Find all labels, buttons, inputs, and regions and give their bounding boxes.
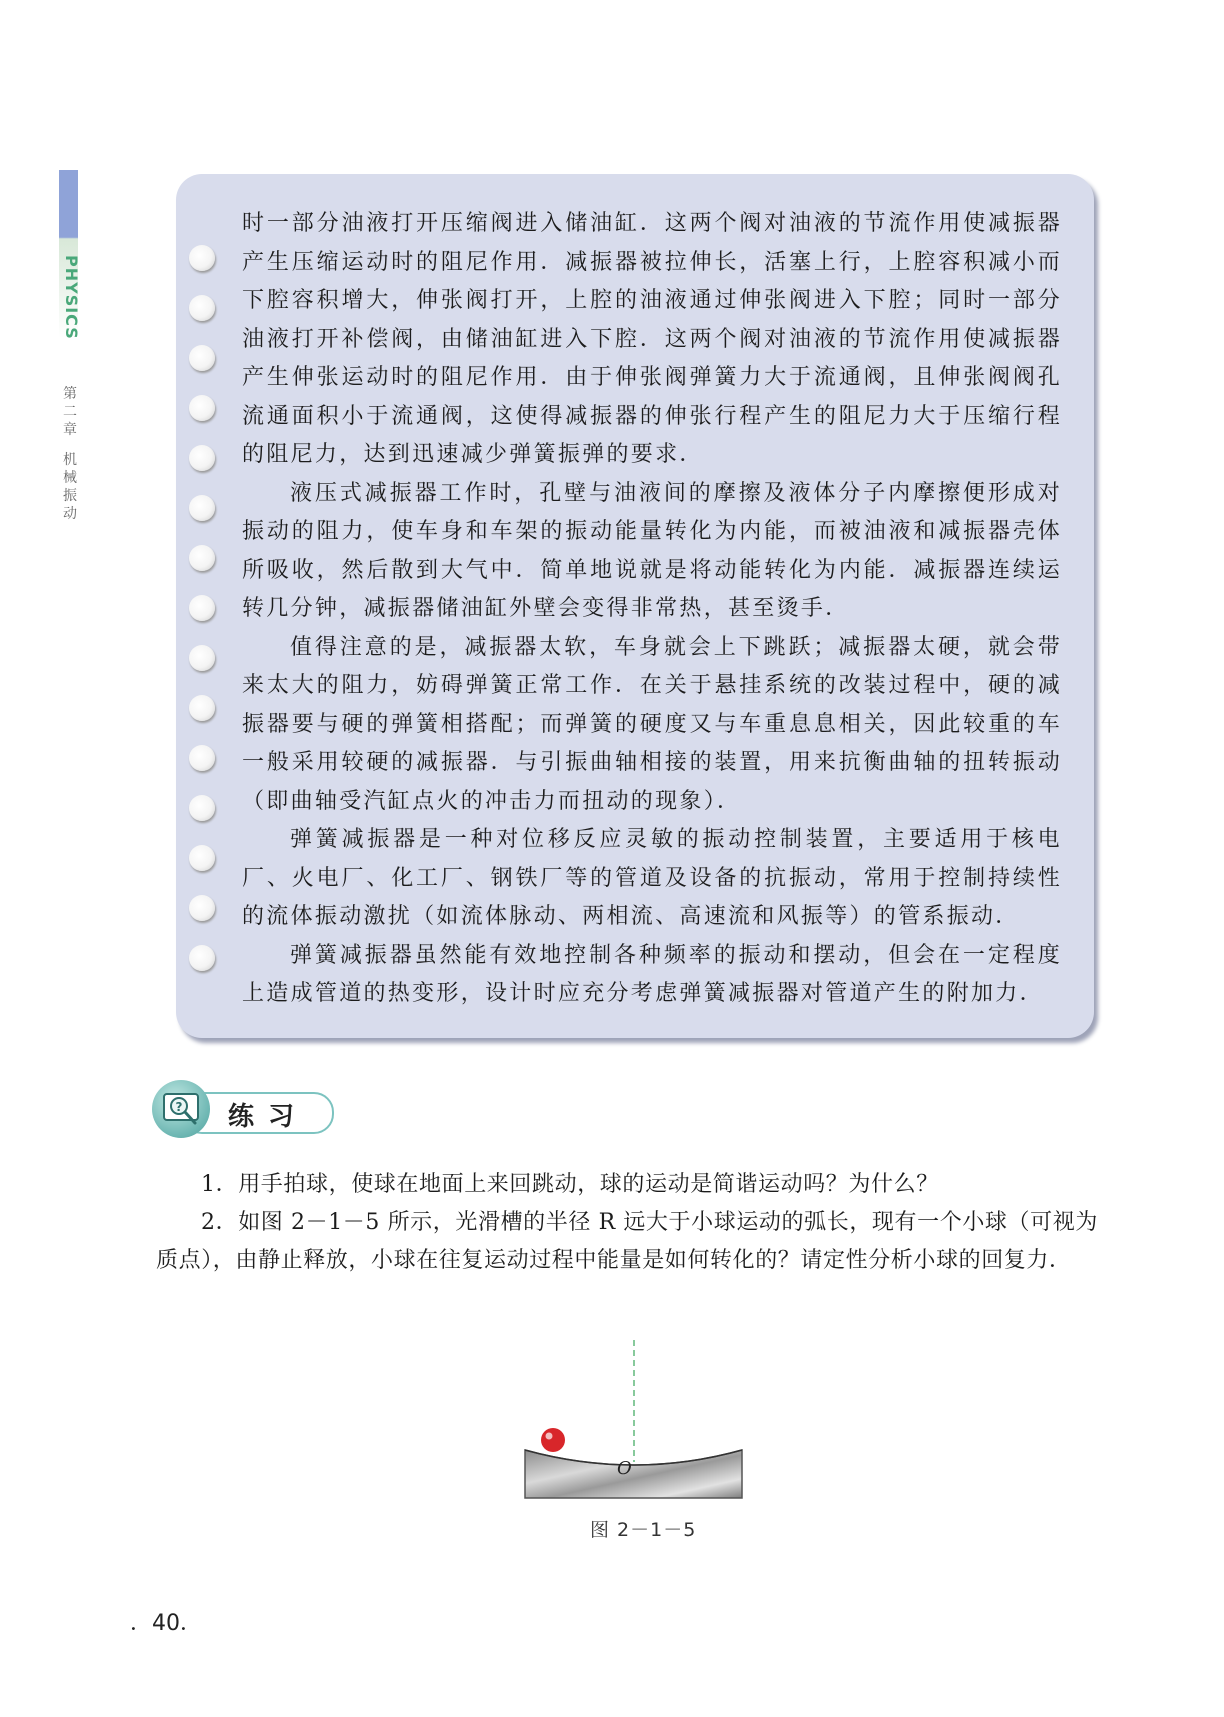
svg-text:?: ? <box>175 1100 183 1114</box>
binder-ring <box>189 345 215 371</box>
chapter-char: 机 <box>63 452 77 468</box>
binder-ring <box>189 545 215 571</box>
binder-ring <box>189 295 215 321</box>
card-paragraph: 液压式减振器工作时，孔壁与油液间的摩擦及液体分子内摩擦便形成对振动的阻力，使车身和车架的振动能量转化为内能，而被油液和减振器壳体所吸收，然后散到大气中．简单地说就是将动能转化为内能．减振器连续运转几分钟，减振器储油缸外壁会变得非常热，甚至烫手． <box>242 480 1062 621</box>
binder-ring <box>189 745 215 771</box>
figure-caption: 图 2－1－5 <box>590 1519 697 1541</box>
side-brand: PHYSICS <box>62 255 81 340</box>
side-chapter-label <box>60 385 80 523</box>
exercise-question-2: 2．如图 2－1－5 所示，光滑槽的半径 R 远大于小球运动的弧长，现有一个小球（可视为质点），由静止释放，小球在往复运动过程中能量是如何转化的？请定性分析小球的回复力． <box>156 1210 1098 1273</box>
chapter-char: 械 <box>63 470 77 486</box>
ball-highlight <box>546 1433 553 1440</box>
binder-ring <box>189 595 215 621</box>
card-text <box>242 205 1062 1014</box>
exercise-header <box>152 1080 332 1140</box>
card-paragraph: 时一部分油液打开压缩阀进入储油缸．这两个阀对油液的节流作用使减振器产生压缩运动时的阻尼作用．减振器被拉伸长，活塞上行，上腔容积减小而下腔容积增大，伸张阀打开，上腔的油液通过伸张阀进入下腔；同时一部分油液打开补偿阀，由储油缸进入下腔．这两个阀对油液的节流作用使减振器产生伸张运动时的阻尼作用．由于伸张阀弹簧力大于流通阀，且伸张阀阀孔流通面积小于流通阀，这使得减振器的伸张行程产生的阻尼力大于压缩行程的阻尼力，达到迅速减少弹簧振弹的要求． <box>242 211 1062 467</box>
card-paragraph: 值得注意的是，减振器太软，车身就会上下跳跃；减振器太硬，就会带来太大的阻力，妨碍弹簧正常工作．在关于悬挂系统的改装过程中，硬的减振器要与硬的弹簧相搭配；而弹簧的硬度又与车重息息相关，因此较重的车一般采用较硬的减振器．与引振曲轴相接的装置，用来抗衡曲轴的扭转振动（即曲轴受汽缸点火的冲击力而扭动的现象）． <box>242 634 1062 814</box>
binder-ring <box>189 245 215 271</box>
exercise-text <box>156 1166 1106 1280</box>
card-paragraph: 弹簧减振器虽然能有效地控制各种频率的振动和摆动，但会在一定程度上造成管道的热变形，设计时应充分考虑弹簧减振器对管道产生的附加力． <box>242 942 1062 1006</box>
binder-ring <box>189 495 215 521</box>
binder-ring <box>189 445 215 471</box>
exercise-question-1: 1．用手拍球，使球在地面上来回跳动，球的运动是简谐运动吗？为什么？ <box>201 1172 939 1197</box>
chapter-char: 第 <box>63 386 77 402</box>
magnifier-question-icon <box>162 1090 202 1128</box>
page-number: ．40． <box>130 1611 202 1636</box>
binder-ring <box>189 645 215 671</box>
chapter-char: 二 <box>63 404 77 420</box>
binder-ring <box>189 845 215 871</box>
ball <box>541 1428 565 1452</box>
point-o-label: O <box>617 1458 632 1479</box>
exercise-title: 练习 <box>228 1102 309 1132</box>
binder-ring <box>189 395 215 421</box>
chapter-char: 振 <box>63 488 77 504</box>
binder-ring <box>189 895 215 921</box>
binder-ring <box>189 795 215 821</box>
groove-figure <box>510 1340 770 1510</box>
card-paragraph: 弹簧减振器是一种对位移反应灵敏的振动控制装置，主要适用于核电厂、火电厂、化工厂、钢铁厂等的管道及设备的抗振动，常用于控制持续性的流体振动激扰（如流体脉动、两相流、高速流和风振等）的管系振动． <box>242 827 1062 929</box>
chapter-char: 章 <box>63 422 77 438</box>
chapter-char: 动 <box>63 506 77 522</box>
exercise-badge <box>152 1080 210 1138</box>
binder-ring <box>189 695 215 721</box>
binder-ring <box>189 945 215 971</box>
